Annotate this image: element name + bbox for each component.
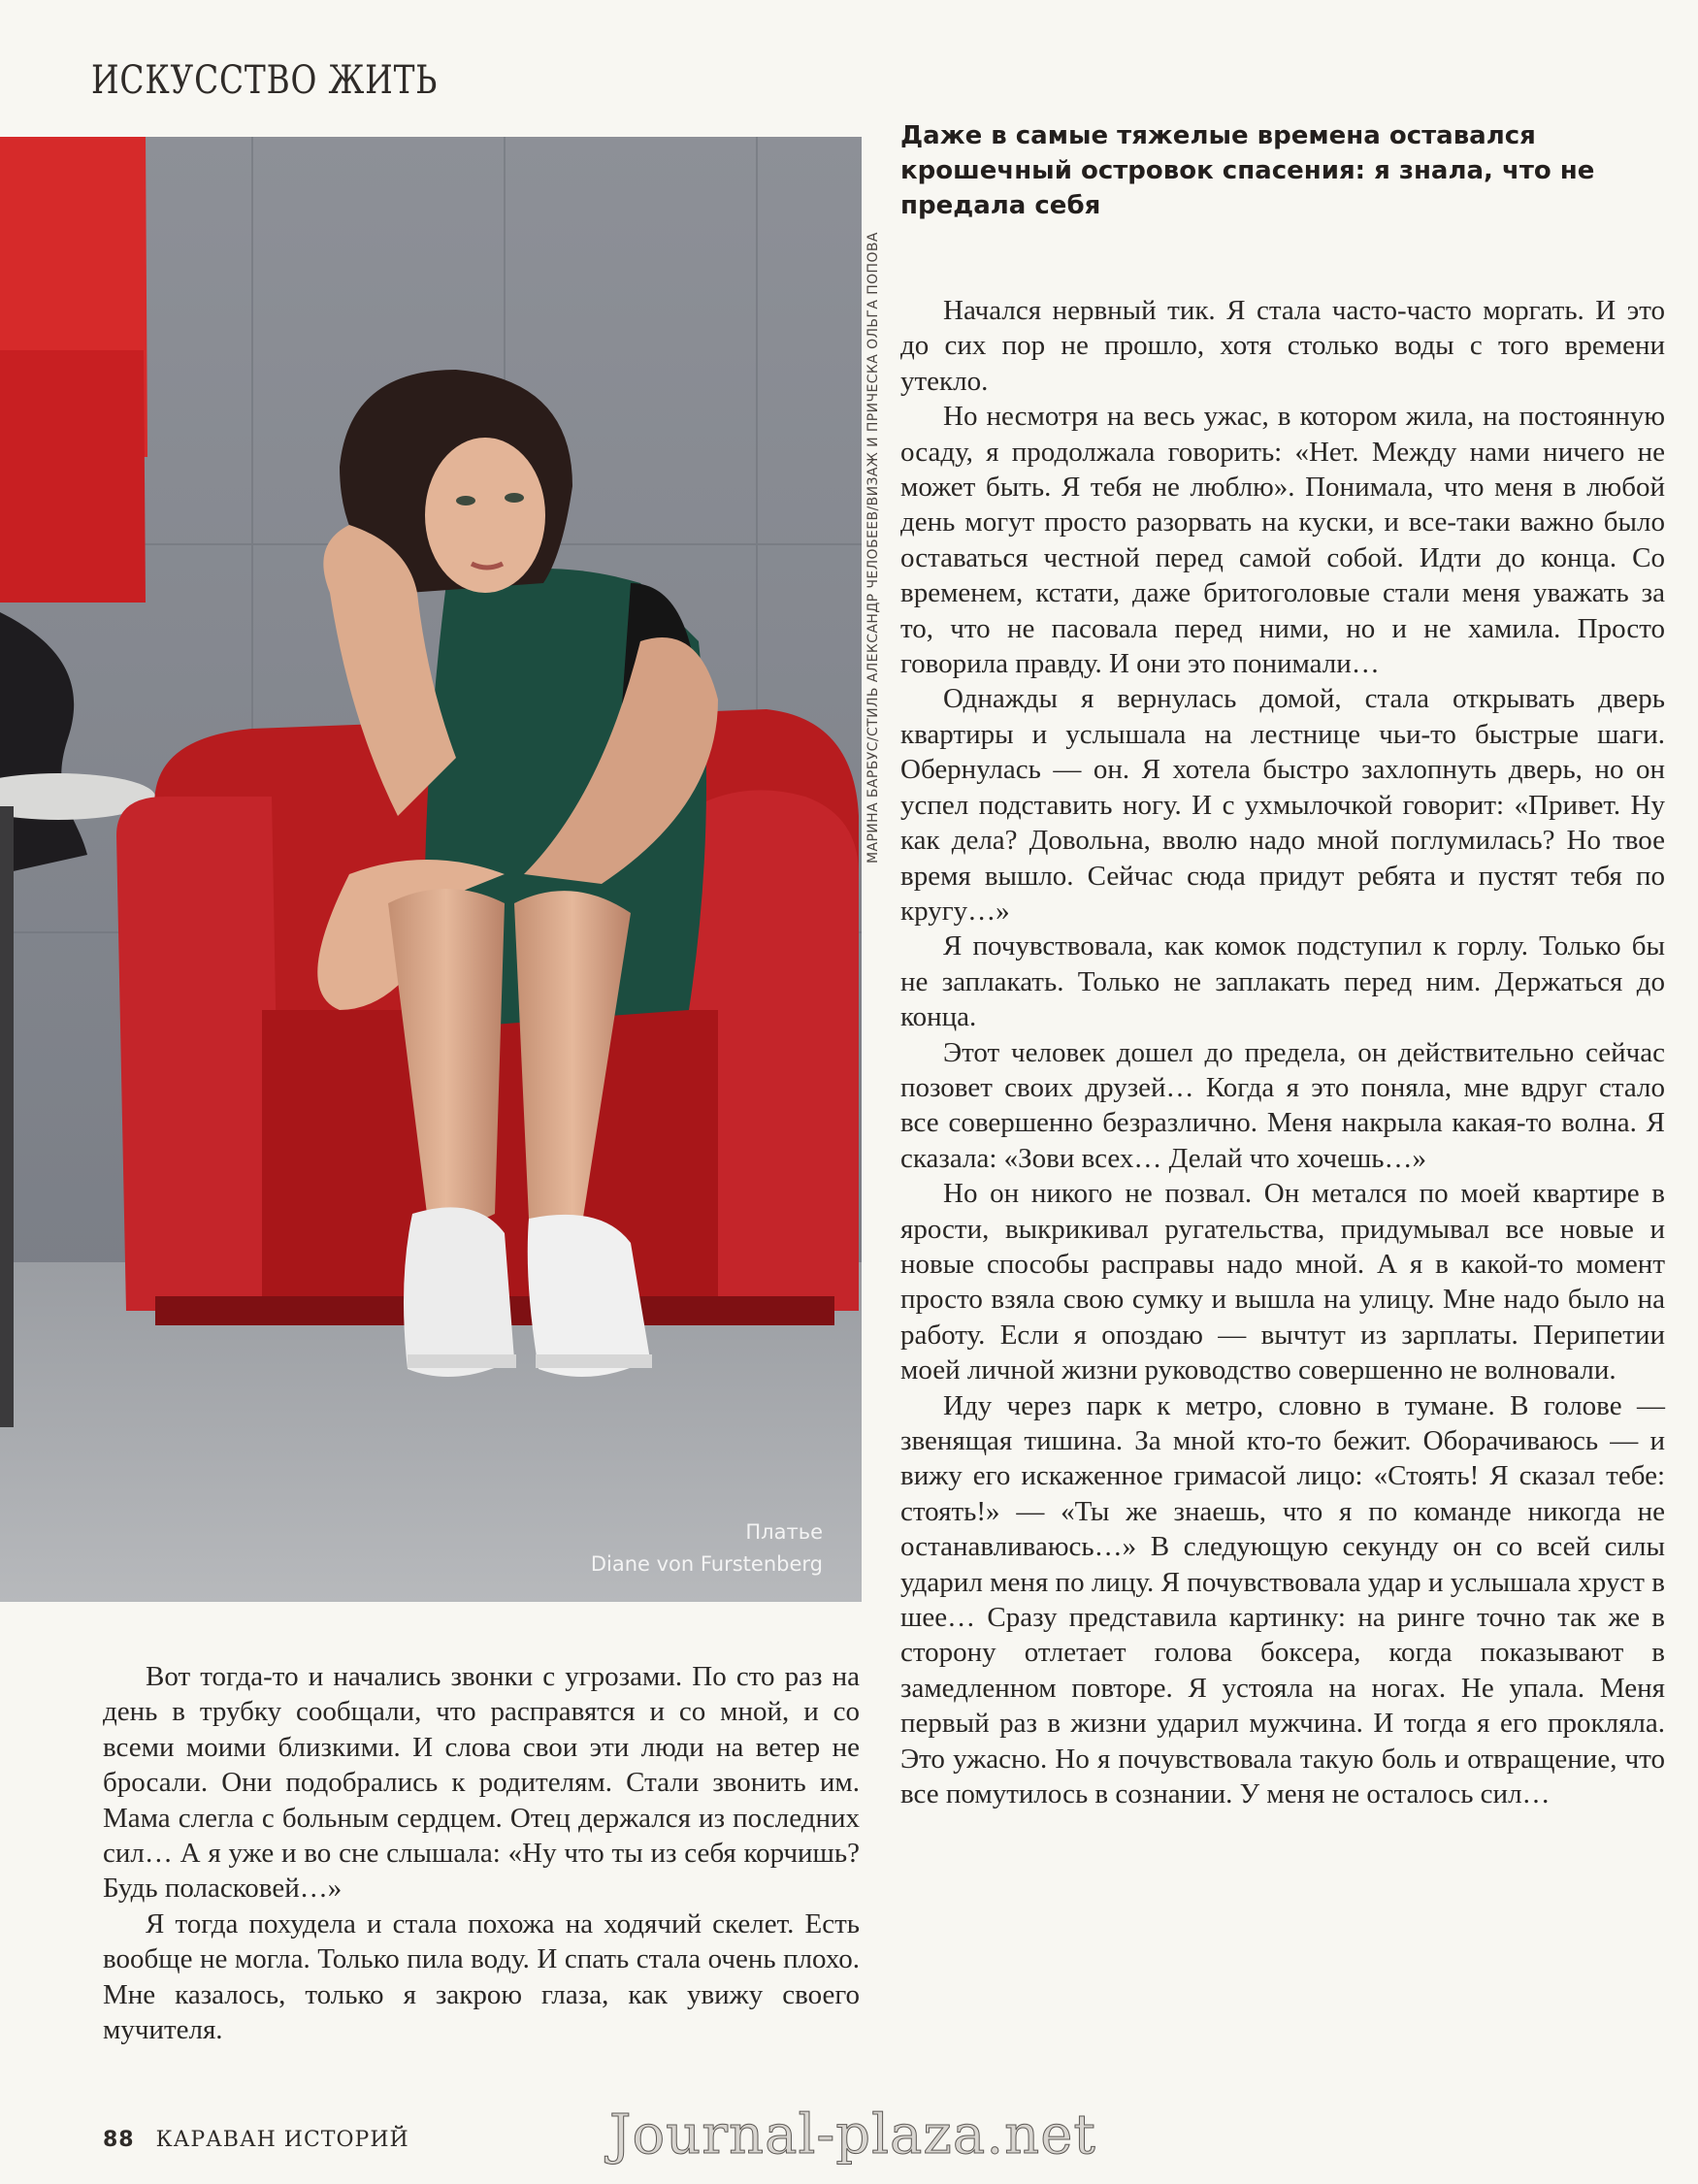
left-column — [103, 1659, 860, 2047]
page-footer — [103, 2128, 409, 2152]
pull-quote: Даже в самые тяжелые времена оставался крошечный островок спасения: я знала, что не предала себя — [900, 121, 1595, 220]
section-title: ИСКУССТВО ЖИТЬ — [91, 58, 439, 103]
photo-caption — [591, 1516, 823, 1581]
paragraph: Я тогда похудела и стала похожа на ходячий скелет. Есть вообще не могла. Только пила воду. И спать стала очень плохо. Мне казалось, только я закрою глаза, как увижу своего мучителя. — [103, 1907, 860, 2046]
caption-line: Платье — [745, 1520, 823, 1544]
right-column — [900, 293, 1665, 1811]
magazine-name: КАРАВАН ИСТОРИЙ — [155, 2128, 409, 2152]
paragraph: Иду через парк к метро, словно в тумане. В голове — звенящая тишина. За мной кто-то бежит. Оборачиваюсь — и вижу его искаженное гримасой лицо: «Стоять! Я сказал тебе: стоять!» — «Ты же знаешь, что я по команде никогда не останавливаюсь…» В следующую секунду он со всей силы ударил меня по лицу. Я почувствовала удар и услышала хруст в шее… Сразу представила картинку: на ринге точно так же в сторону отлетает голова боксера, когда показывают в замедленном повторе. Я устояла на ногах. Не упала. Меня первый раз в жизни ударил мужчина. И тогда я его прокляла. Это ужасно. Но я почувствовала такую боль и отвращение, что все помутилось в сознании. У меня не осталось сил… — [900, 1389, 1665, 1810]
paragraph: Начался нервный тик. Я стала часто-часто моргать. И это до сих пор не прошло, хотя столько воды с того времени утекло. — [900, 295, 1665, 397]
paragraph: Но он никого не позвал. Он метался по моей квартире в ярости, выкрикивал ругательства, придумывал все новые и новые способы расправы надо мной. А я в какой-то момент просто взяла свою сумку и вышла на улицу. Мне надо было на работу. Если я опоздаю — вычтут из зарплаты. Перипетии моей личной жизни руководство совершенно не волновали. — [900, 1178, 1665, 1386]
paragraph: Этот человек дошел до предела, он действительно сейчас позовет своих друзей… Когда я это поняла, мне вдруг стало все совершенно безразлично. Меня накрыла какая-то волна. Я сказала: «Зови всех… Делай что хочешь…» — [900, 1036, 1665, 1174]
photo-illustration — [0, 137, 862, 1602]
caption-line: Diane von Furstenberg — [590, 1552, 823, 1576]
watermark: Journal-plaza.net — [609, 2103, 1096, 2167]
page-number: 88 — [103, 2128, 135, 2152]
portrait-photo — [0, 137, 862, 1602]
paragraph: Однажды я вернулась домой, стала открывать дверь квартиры и услышала на лестнице чьи-то быстрые шаги. Обернулась — он. Я хотела быстро захлопнуть дверь, но он успел подставить ногу. И с ухмылочкой говорит: «Привет. Ну как дела? Довольна, вволю надо мной поглумилась? Но твое время вышло. Сейчас сюда придут ребята и пустят тебя по кругу…» — [900, 683, 1665, 927]
paragraph: Я почувствовала, как комок подступил к горлу. Только бы не заплакать. Только не заплакать перед ним. Держаться до конца. — [900, 930, 1665, 1033]
credits-text: МАРИНА БАРБУС/СТИЛЬ АЛЕКСАНДР ЧЕЛОБЕЕВ/ВИЗАЖ И ПРИЧЕСКА ОЛЬГА ПОПОВА — [865, 232, 881, 864]
paragraph: Но несмотря на весь ужас, в котором жила, на постоянную осаду, я продолжала говорить: «Нет. Между нами ничего не может быть. Я тебя не люблю». Понимала, что меня в любой день могут просто разорвать на куски, и все-таки важно было оставаться честной перед самой собой. Идти до конца. Со временем, кстати, даже бритоголовые стали меня уважать за то, что не пасовала перед ними, но и не хамила. Просто говорила правду. И они это понимали… — [900, 401, 1665, 680]
paragraph: Вот тогда-то и начались звонки с угрозами. По сто раз на день в трубку сообщали, что расправятся и со мной, и со всеми моими близкими. И слова свои эти люди на ветер не бросали. Они подобрались к родителям. Стали звонить им. Мама слегла с больным сердцем. Отец держался из последних сил… А я уже и во сне слышала: «Ну что ты из себя корчишь? Будь поласковей…» — [103, 1661, 860, 1905]
